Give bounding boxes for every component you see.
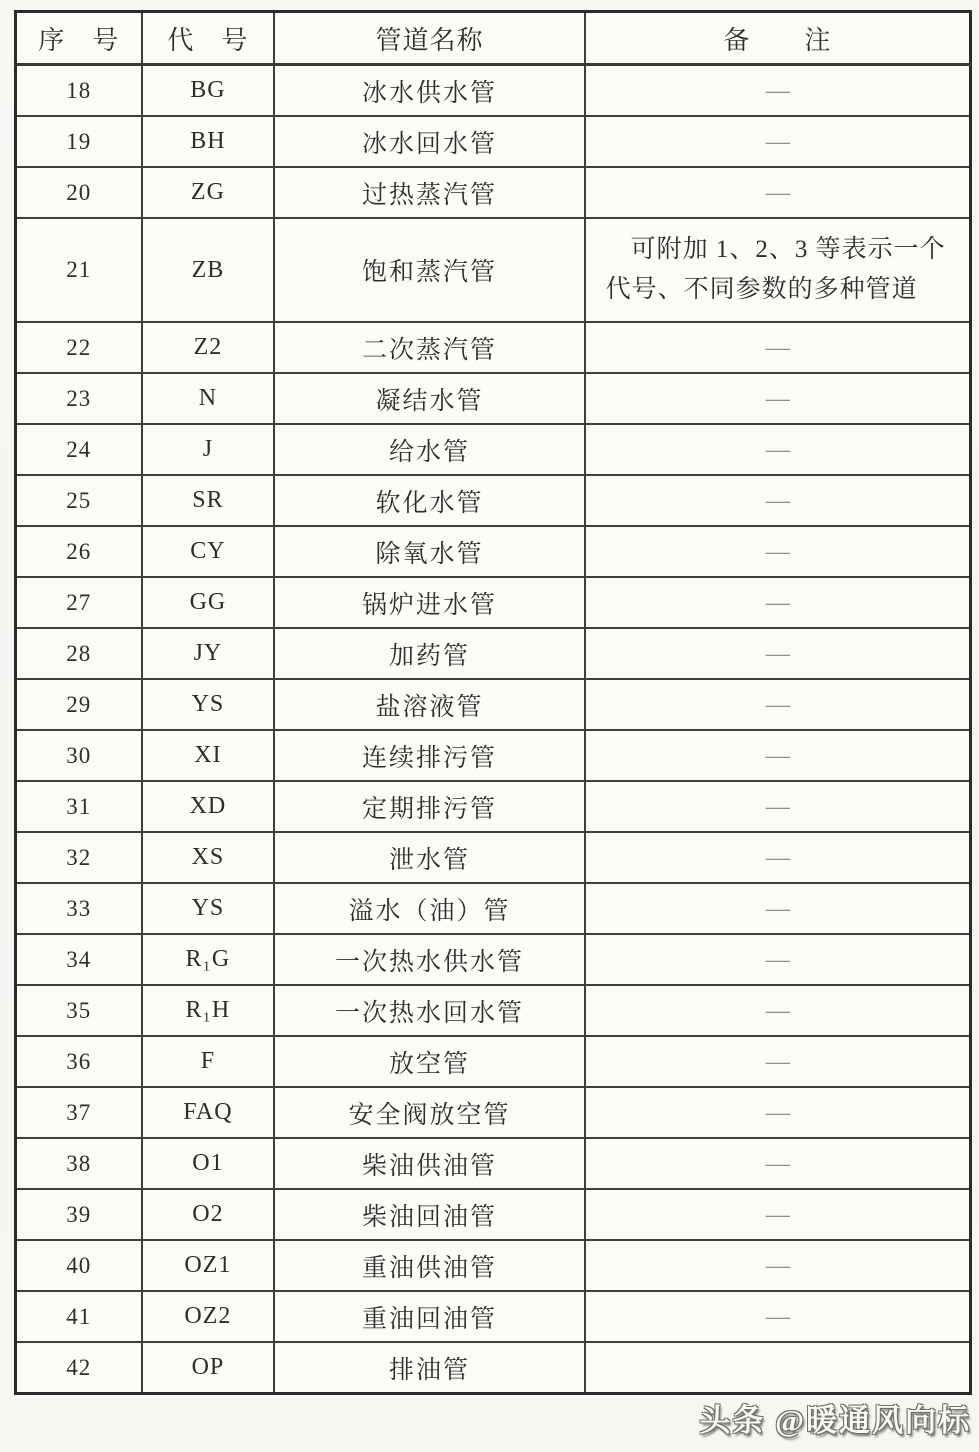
dash-placeholder: — xyxy=(765,436,789,463)
dash-placeholder: — xyxy=(765,844,789,871)
cell-pipe-name: 放空管 xyxy=(274,1036,584,1087)
cell-serial-number: 33 xyxy=(16,883,142,934)
dash-placeholder: — xyxy=(765,1201,789,1228)
cell-pipe-code: XS xyxy=(142,832,275,883)
remark-text: 可附加 1、2、3 等表示一个 代号、不同参数的多种管道 xyxy=(605,236,946,303)
cell-serial-number: 27 xyxy=(16,577,142,628)
dash-placeholder: — xyxy=(765,742,789,769)
cell-remark xyxy=(585,218,971,322)
table-row xyxy=(16,116,971,167)
table-row xyxy=(16,475,971,526)
dash-placeholder: — xyxy=(765,895,789,922)
table-row xyxy=(16,1036,971,1087)
cell-remark xyxy=(585,116,971,167)
cell-remark xyxy=(585,628,971,679)
cell-pipe-code: GG xyxy=(142,577,275,628)
cell-serial-number: 23 xyxy=(16,373,142,424)
column-header-name: 管道名称 xyxy=(274,12,584,65)
dash-placeholder: — xyxy=(765,77,789,104)
table-row xyxy=(16,218,971,322)
cell-pipe-code: BH xyxy=(142,116,275,167)
watermark: 头条 @暖通风向标 xyxy=(699,1403,971,1438)
cell-pipe-name: 一次热水供水管 xyxy=(274,934,584,985)
table-row xyxy=(16,628,971,679)
cell-serial-number: 37 xyxy=(16,1087,142,1138)
dash-placeholder: — xyxy=(765,589,789,616)
dash-placeholder: — xyxy=(765,1150,789,1177)
cell-pipe-name: 除氧水管 xyxy=(274,526,584,577)
cell-remark xyxy=(585,1240,971,1291)
pipe-code-table xyxy=(14,10,972,1395)
cell-remark xyxy=(585,985,971,1036)
cell-pipe-name: 重油供油管 xyxy=(274,1240,584,1291)
cell-pipe-code: SR xyxy=(142,475,275,526)
cell-pipe-code: ZB xyxy=(142,218,275,322)
table-row xyxy=(16,424,971,475)
table-row xyxy=(16,1342,971,1394)
cell-remark xyxy=(585,424,971,475)
cell-pipe-name: 泄水管 xyxy=(274,832,584,883)
cell-remark xyxy=(585,1189,971,1240)
cell-pipe-name: 柴油回油管 xyxy=(274,1189,584,1240)
table-row xyxy=(16,373,971,424)
cell-pipe-code: YS xyxy=(142,679,275,730)
cell-remark xyxy=(585,679,971,730)
dash-placeholder: — xyxy=(765,1099,789,1126)
cell-remark xyxy=(585,1036,971,1087)
table-row xyxy=(16,730,971,781)
cell-serial-number: 29 xyxy=(16,679,142,730)
cell-pipe-name: 凝结水管 xyxy=(274,373,584,424)
cell-serial-number: 42 xyxy=(16,1342,142,1394)
cell-pipe-name: 软化水管 xyxy=(274,475,584,526)
cell-serial-number: 19 xyxy=(16,116,142,167)
cell-serial-number: 31 xyxy=(16,781,142,832)
cell-pipe-code: CY xyxy=(142,526,275,577)
table-row xyxy=(16,167,971,218)
cell-remark xyxy=(585,832,971,883)
cell-pipe-name: 重油回油管 xyxy=(274,1291,584,1342)
cell-serial-number: 40 xyxy=(16,1240,142,1291)
cell-serial-number: 25 xyxy=(16,475,142,526)
table-row xyxy=(16,65,971,117)
cell-pipe-name: 加药管 xyxy=(274,628,584,679)
dash-placeholder: — xyxy=(765,997,789,1024)
cell-pipe-name: 排油管 xyxy=(274,1342,584,1394)
dash-placeholder: — xyxy=(765,179,789,206)
cell-serial-number: 32 xyxy=(16,832,142,883)
cell-pipe-name: 一次热水回水管 xyxy=(274,985,584,1036)
table-body xyxy=(16,65,971,1394)
cell-serial-number: 35 xyxy=(16,985,142,1036)
cell-remark xyxy=(585,1342,971,1394)
cell-pipe-code: J xyxy=(142,424,275,475)
cell-serial-number: 28 xyxy=(16,628,142,679)
table-row xyxy=(16,832,971,883)
cell-pipe-code: OP xyxy=(142,1342,275,1394)
table-row xyxy=(16,322,971,373)
cell-pipe-name: 给水管 xyxy=(274,424,584,475)
cell-pipe-name: 连续排污管 xyxy=(274,730,584,781)
dash-placeholder: — xyxy=(765,640,789,667)
cell-pipe-code: FAQ xyxy=(142,1087,275,1138)
cell-pipe-code: OZ2 xyxy=(142,1291,275,1342)
dash-placeholder: — xyxy=(765,691,789,718)
cell-pipe-name: 锅炉进水管 xyxy=(274,577,584,628)
cell-pipe-code: JY xyxy=(142,628,275,679)
cell-pipe-name: 柴油供油管 xyxy=(274,1138,584,1189)
cell-pipe-name: 饱和蒸汽管 xyxy=(274,218,584,322)
cell-pipe-code: O1 xyxy=(142,1138,275,1189)
cell-pipe-code: BG xyxy=(142,65,275,117)
cell-pipe-code: ZG xyxy=(142,167,275,218)
cell-pipe-name: 二次蒸汽管 xyxy=(274,322,584,373)
cell-pipe-name: 安全阀放空管 xyxy=(274,1087,584,1138)
cell-pipe-code: O2 xyxy=(142,1189,275,1240)
dash-placeholder: — xyxy=(765,334,789,361)
cell-serial-number: 20 xyxy=(16,167,142,218)
cell-pipe-name: 盐溶液管 xyxy=(274,679,584,730)
cell-remark xyxy=(585,322,971,373)
cell-pipe-code: XD xyxy=(142,781,275,832)
dash-placeholder: — xyxy=(765,946,789,973)
cell-remark xyxy=(585,475,971,526)
cell-remark xyxy=(585,1291,971,1342)
cell-remark xyxy=(585,577,971,628)
column-header-remark: 备 注 xyxy=(585,12,971,65)
cell-pipe-name: 冰水供水管 xyxy=(274,65,584,117)
cell-remark xyxy=(585,1138,971,1189)
cell-pipe-name: 冰水回水管 xyxy=(274,116,584,167)
table-row xyxy=(16,679,971,730)
cell-remark xyxy=(585,373,971,424)
table-row xyxy=(16,1240,971,1291)
column-header-code: 代 号 xyxy=(142,12,275,65)
dash-placeholder: — xyxy=(765,793,789,820)
header-row xyxy=(16,12,971,65)
cell-pipe-code: YS xyxy=(142,883,275,934)
table-row xyxy=(16,526,971,577)
cell-serial-number: 30 xyxy=(16,730,142,781)
table-row xyxy=(16,883,971,934)
cell-serial-number: 36 xyxy=(16,1036,142,1087)
table-row xyxy=(16,1291,971,1342)
column-header-no: 序 号 xyxy=(16,12,142,65)
cell-pipe-code: R₁G xyxy=(142,934,275,985)
table-row xyxy=(16,934,971,985)
dash-placeholder: — xyxy=(765,385,789,412)
table-row xyxy=(16,781,971,832)
cell-remark xyxy=(585,730,971,781)
cell-pipe-code: R₁H xyxy=(142,985,275,1036)
dash-placeholder: — xyxy=(765,128,789,155)
dash-placeholder: — xyxy=(765,487,789,514)
cell-pipe-code: OZ1 xyxy=(142,1240,275,1291)
table-row xyxy=(16,985,971,1036)
cell-serial-number: 26 xyxy=(16,526,142,577)
cell-remark xyxy=(585,167,971,218)
cell-serial-number: 34 xyxy=(16,934,142,985)
table-row xyxy=(16,1189,971,1240)
cell-remark xyxy=(585,883,971,934)
cell-remark xyxy=(585,934,971,985)
cell-remark xyxy=(585,781,971,832)
cell-pipe-code: Z2 xyxy=(142,322,275,373)
cell-pipe-code: F xyxy=(142,1036,275,1087)
dash-placeholder: — xyxy=(765,1303,789,1330)
table-row xyxy=(16,1138,971,1189)
cell-remark xyxy=(585,526,971,577)
cell-pipe-name: 过热蒸汽管 xyxy=(274,167,584,218)
cell-serial-number: 24 xyxy=(16,424,142,475)
cell-serial-number: 22 xyxy=(16,322,142,373)
cell-pipe-code: XI xyxy=(142,730,275,781)
dash-placeholder: — xyxy=(765,538,789,565)
cell-serial-number: 18 xyxy=(16,65,142,117)
table-row xyxy=(16,1087,971,1138)
cell-serial-number: 21 xyxy=(16,218,142,322)
dash-placeholder: — xyxy=(765,1048,789,1075)
dash-placeholder: — xyxy=(765,1252,789,1279)
cell-serial-number: 41 xyxy=(16,1291,142,1342)
cell-remark xyxy=(585,1087,971,1138)
cell-remark xyxy=(585,65,971,117)
table-row xyxy=(16,577,971,628)
cell-pipe-name: 定期排污管 xyxy=(274,781,584,832)
cell-serial-number: 38 xyxy=(16,1138,142,1189)
cell-pipe-name: 溢水（油）管 xyxy=(274,883,584,934)
cell-pipe-code: N xyxy=(142,373,275,424)
cell-serial-number: 39 xyxy=(16,1189,142,1240)
